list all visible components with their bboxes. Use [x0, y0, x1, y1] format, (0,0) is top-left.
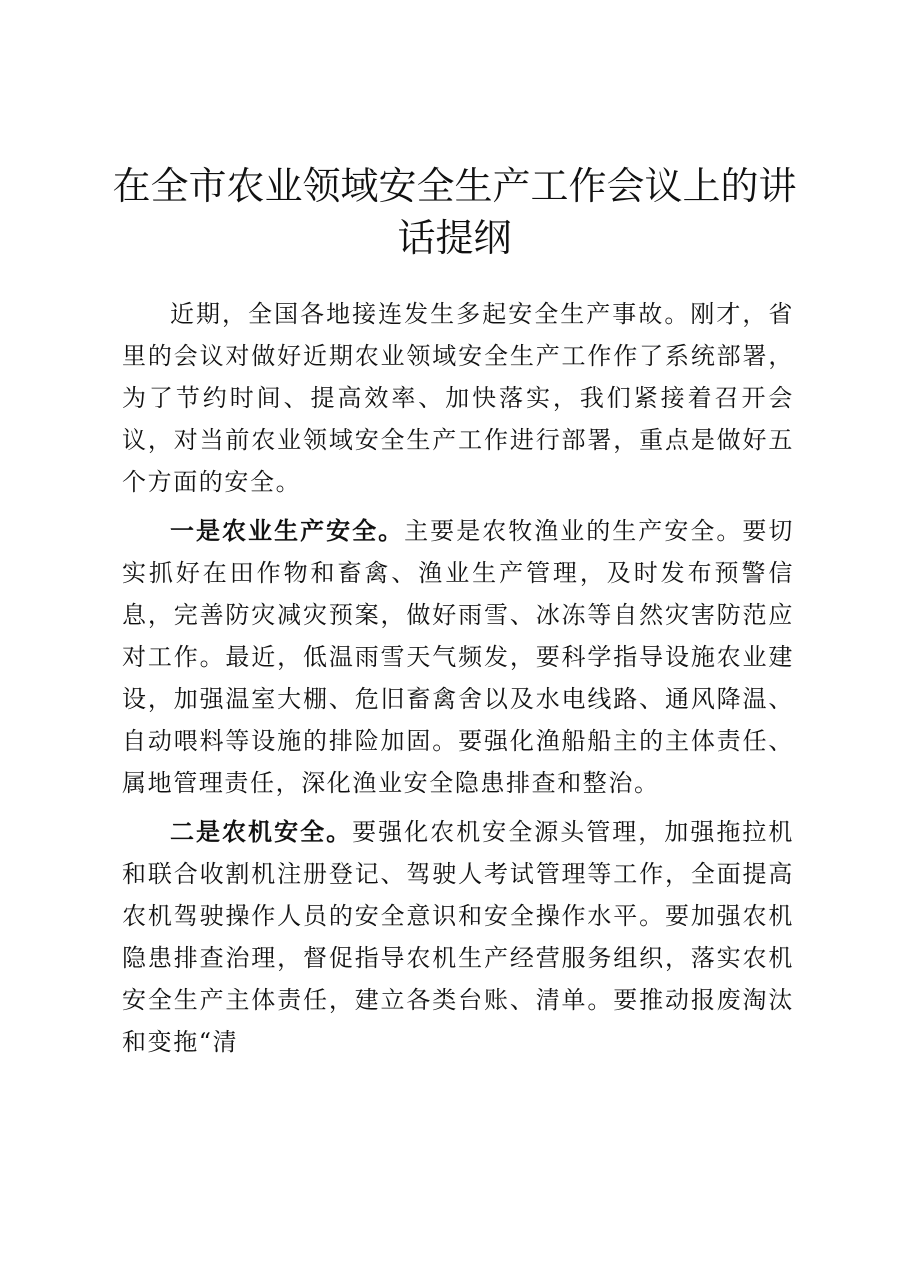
paragraph-text: 主要是农牧渔业的生产安全。要切实抓好在田作物和畜禽、渔业生产管理，及时发布预警信息，完善防灾减灾预案，做好雨雪、冰冻等自然灾害防范应对工作。最近，低温雨雪天气频发，要科学指导设施农业建设，加强温室大棚、危旧畜禽舍以及水电线路、通风降温、自动喂料等设施的排险加固。要强化渔船船主的主体责任、属地管理责任，深化渔业安全隐患排查和整治。 [122, 517, 794, 797]
document-body [122, 293, 794, 1070]
paragraph-agricultural-production-safety [122, 510, 794, 804]
document-title: 在全市农业领域安全生产工作会议上的讲话提纲 [112, 164, 797, 260]
paragraph-heading: 一是农业生产安全。 [170, 517, 405, 545]
paragraph-text: 要强化农机安全源头管理，加强拖拉机和联合收割机注册登记、驾驶人考试管理等工作，全面提高农机驾驶操作人员的安全意识和安全操作水平。要加强农机隐患排查治理，督促指导农机生产经营服务组织，落实农机安全生产主体责任，建立各类台账、清单。要推动报废淘汰和变拖“清 [122, 818, 794, 1056]
paragraph-intro [122, 293, 794, 503]
paragraph-text: 近期，全国各地接连发生多起安全生产事故。刚才，省里的会议对做好近期农业领域安全生产工作作了系统部署，为了节约时间、提高效率、加快落实，我们紧接着召开会议，对当前农业领域安全生产工作进行部署，重点是做好五个方面的安全。 [122, 300, 794, 496]
paragraph-heading: 二是农机安全。 [170, 818, 353, 846]
paragraph-agricultural-machinery-safety [122, 811, 794, 1063]
